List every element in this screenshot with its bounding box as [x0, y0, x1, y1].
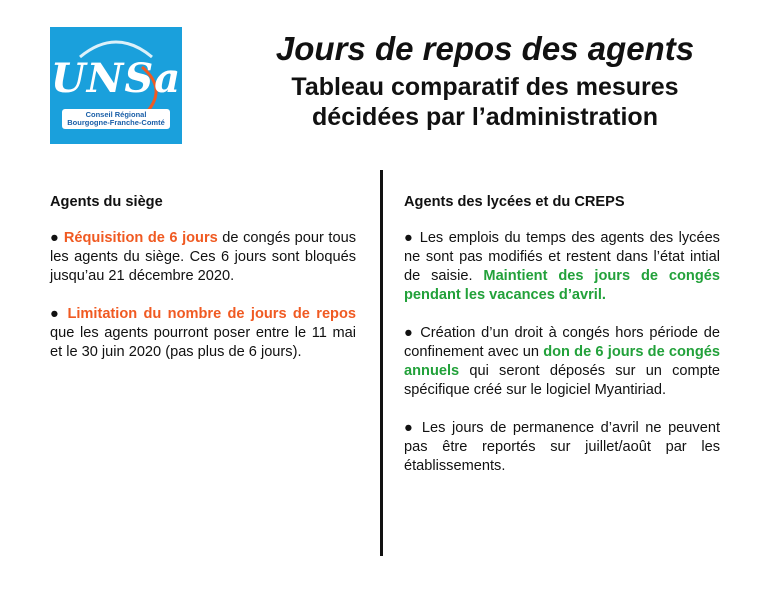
bullet-icon: ●	[404, 420, 416, 436]
right-p1-highlight: Maintient des jours de congés pendant les vacances d’avril.	[404, 268, 720, 303]
bullet-icon: ●	[404, 325, 415, 341]
left-p1-highlight: Réquisition de 6 jours	[63, 230, 218, 246]
bullet-icon: ●	[50, 306, 62, 322]
right-p2-highlight: don de 6 jours de congés annuels	[404, 344, 720, 379]
unsa-logo	[50, 27, 182, 144]
left-p1-text: de congés pour tous les agents du siège. Ces 6 jours sont bloqués jusqu’au 21 décembre 2020.	[50, 230, 356, 284]
subtitle-line-2: décidées par l’administration	[312, 103, 658, 131]
right-paragraph-3	[404, 419, 720, 476]
right-p2-text-after: qui seront déposés sur un compte spécifique créé sur le logiciel Myantiriad.	[404, 363, 720, 398]
left-paragraph-2	[50, 305, 356, 362]
bullet-icon: ●	[404, 230, 415, 246]
left-paragraph-1	[50, 229, 356, 286]
logo-mark: UNSa	[50, 55, 182, 102]
right-paragraph-2	[404, 324, 720, 400]
left-p2-highlight: Limitation du nombre de jours de repos	[67, 306, 357, 322]
logo-label-line-2: Bourgogne-Franche-Comté	[67, 117, 165, 127]
right-column	[404, 193, 720, 495]
logo-label-line-1: Conseil Régional	[85, 110, 147, 119]
right-p2-text-before: Création d’un droit à congés hors période de confinement avec un	[404, 325, 720, 360]
logo-label	[62, 109, 170, 129]
right-p1-text: Les emplois du temps des agents des lycées ne sont pas modifiés et restent dans l’état intial de saisie.	[404, 230, 720, 284]
left-column-heading: Agents du siège	[50, 194, 163, 210]
header	[230, 30, 740, 132]
page-subtitle	[230, 72, 740, 132]
right-paragraph-1	[404, 229, 720, 305]
left-p2-text: que les agents pourront poser entre le 11 mai et le 30 juin 2020 (pas plus de 6 jours).	[50, 325, 356, 360]
bullet-icon: ●	[50, 230, 60, 246]
page-title: Jours de repos des agents	[275, 30, 695, 67]
right-p3-text: Les jours de permanence d’avril ne peuvent pas être reportés sur juillet/août par les établissements.	[404, 420, 721, 474]
left-column	[50, 193, 356, 381]
right-column-heading: Agents des lycées et du CREPS	[404, 194, 625, 210]
column-divider	[380, 170, 383, 556]
subtitle-line-1: Tableau comparatif des mesures	[291, 73, 679, 101]
